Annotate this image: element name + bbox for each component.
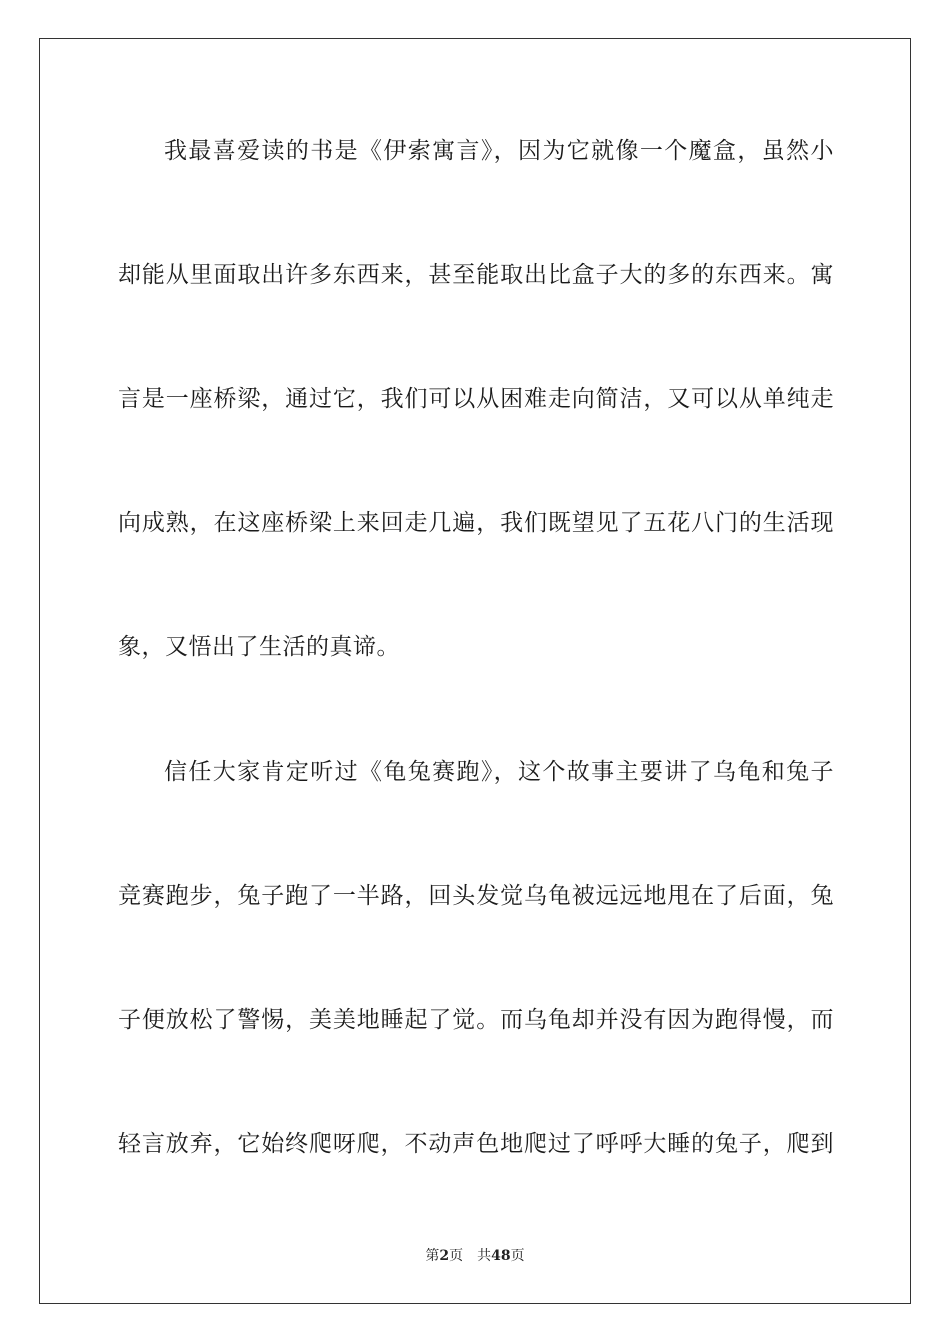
paragraph-1-line-2: 却能从里面取出许多东西来，甚至能取出比盒子大的多的东西来。寓 <box>118 262 834 288</box>
footer-total-prefix: 共 <box>477 1248 492 1264</box>
footer-page-suffix: 页 <box>449 1248 464 1264</box>
paragraph-1-line-4: 向成熟，在这座桥梁上来回走几遍，我们既望见了五花八门的生活现 <box>118 510 834 536</box>
footer-page-prefix: 第 <box>425 1248 440 1264</box>
paragraph-1-line-3: 言是一座桥梁，通过它，我们可以从困难走向简洁，又可以从单纯走 <box>118 386 834 412</box>
paragraph-2-line-2: 竞赛跑步，兔子跑了一半路，回头发觉乌龟被远远地甩在了后面，兔 <box>118 883 834 909</box>
footer-total-pages: 48 <box>491 1248 511 1264</box>
page-footer <box>0 1247 950 1265</box>
page-border <box>39 38 911 1304</box>
footer-total-suffix: 页 <box>510 1248 525 1264</box>
paragraph-1-line-5: 象，又悟出了生活的真谛。 <box>118 634 400 660</box>
paragraph-1-line-1: 我最喜爱读的书是《伊索寓言》，因为它就像一个魔盒，虽然小 <box>164 138 834 164</box>
paragraph-2-line-4: 轻言放弃，它始终爬呀爬，不动声色地爬过了呼呼大睡的兔子，爬到 <box>118 1131 834 1157</box>
footer-page-number: 2 <box>439 1248 450 1264</box>
paragraph-2-line-3: 子便放松了警惕，美美地睡起了觉。而乌龟却并没有因为跑得慢，而 <box>118 1007 834 1033</box>
paragraph-2-line-1: 信任大家肯定听过《龟兔赛跑》，这个故事主要讲了乌龟和兔子 <box>164 759 834 785</box>
